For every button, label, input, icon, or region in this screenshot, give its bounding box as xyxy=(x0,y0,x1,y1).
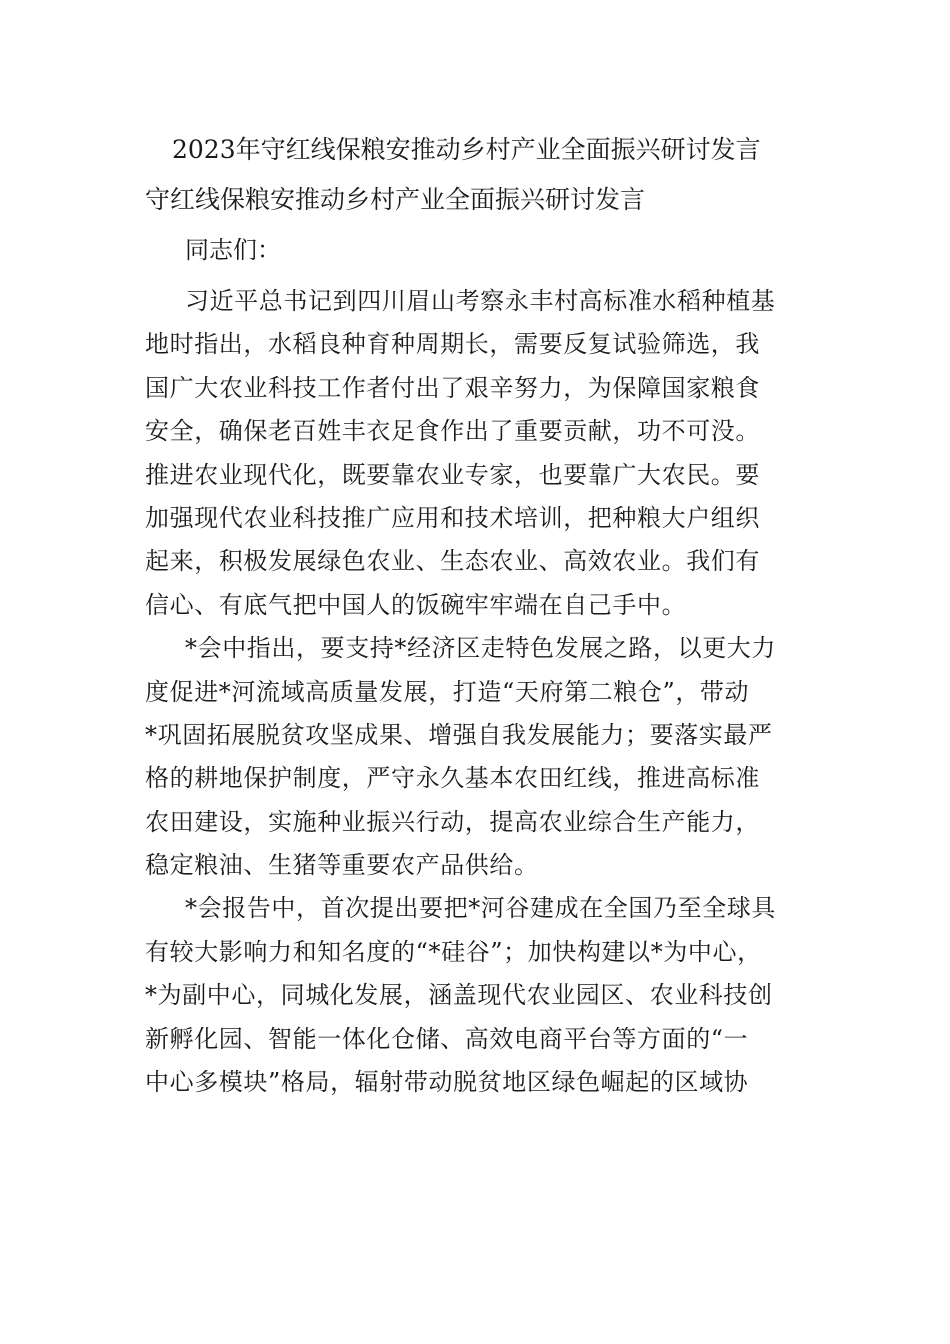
paragraph-line: 安全，确保老百姓丰衣足食作出了重要贡献，功不可没。 xyxy=(145,417,760,446)
paragraph-line: *巩固拓展脱贫攻坚成果、增强自我发展能力；要落实最严 xyxy=(145,720,773,749)
paragraph-line: 度促进*河流域高质量发展，打造“天府第二粮仓”，带动 xyxy=(145,677,750,706)
paragraph-line: 信心、有底气把中国人的饭碗牢牢端在自己手中。 xyxy=(145,590,687,619)
paragraph-3 xyxy=(145,887,825,1104)
paragraph-2 xyxy=(145,627,825,887)
paragraph-line: 农田建设，实施种业振兴行动，提高农业综合生产能力， xyxy=(145,807,760,836)
paragraph-line: 格的耕地保护制度，严守永久基本农田红线，推进高标准 xyxy=(145,764,760,793)
paragraph-line: 国广大农业科技工作者付出了艰辛努力，为保障国家粮食 xyxy=(145,373,760,402)
paragraph-line: 推进农业现代化，既要靠农业专家，也要靠广大农民。要 xyxy=(145,460,760,489)
paragraph-1 xyxy=(145,280,825,627)
salutation: 同志们： xyxy=(185,236,281,264)
paragraph-line: *为副中心，同城化发展，涵盖现代农业园区、农业科技创 xyxy=(145,981,773,1010)
paragraph-line: *会中指出，要支持*经济区走特色发展之路，以更大力 xyxy=(185,634,776,663)
document-body xyxy=(145,280,825,1104)
document-title: 2023年守红线保粮安推动乡村产业全面振兴研讨发言 xyxy=(172,135,761,164)
paragraph-line: 有较大影响力和知名度的“*硅谷”；加快构建以*为中心， xyxy=(145,937,762,966)
document-subtitle: 守红线保粮安推动乡村产业全面振兴研讨发言 xyxy=(145,185,646,214)
paragraph-line: 加强现代农业科技推广应用和技术培训，把种粮大户组织 xyxy=(145,503,760,532)
paragraph-line: 稳定粮油、生猪等重要农产品供给。 xyxy=(145,851,539,880)
paragraph-line: 新孵化园、智能一体化仓储、高效电商平台等方面的“一 xyxy=(145,1024,749,1053)
paragraph-line: 中心多模块”格局，辐射带动脱贫地区绿色崛起的区域协 xyxy=(145,1068,749,1097)
paragraph-line: *会报告中，首次提出要把*河谷建成在全国乃至全球具 xyxy=(185,894,776,923)
paragraph-line: 起来，积极发展绿色农业、生态农业、高效农业。我们有 xyxy=(145,547,760,576)
paragraph-line: 习近平总书记到四川眉山考察永丰村高标准水稻种植基 xyxy=(185,287,776,315)
paragraph-line: 地时指出，水稻良种育种周期长，需要反复试验筛选，我 xyxy=(145,330,760,359)
